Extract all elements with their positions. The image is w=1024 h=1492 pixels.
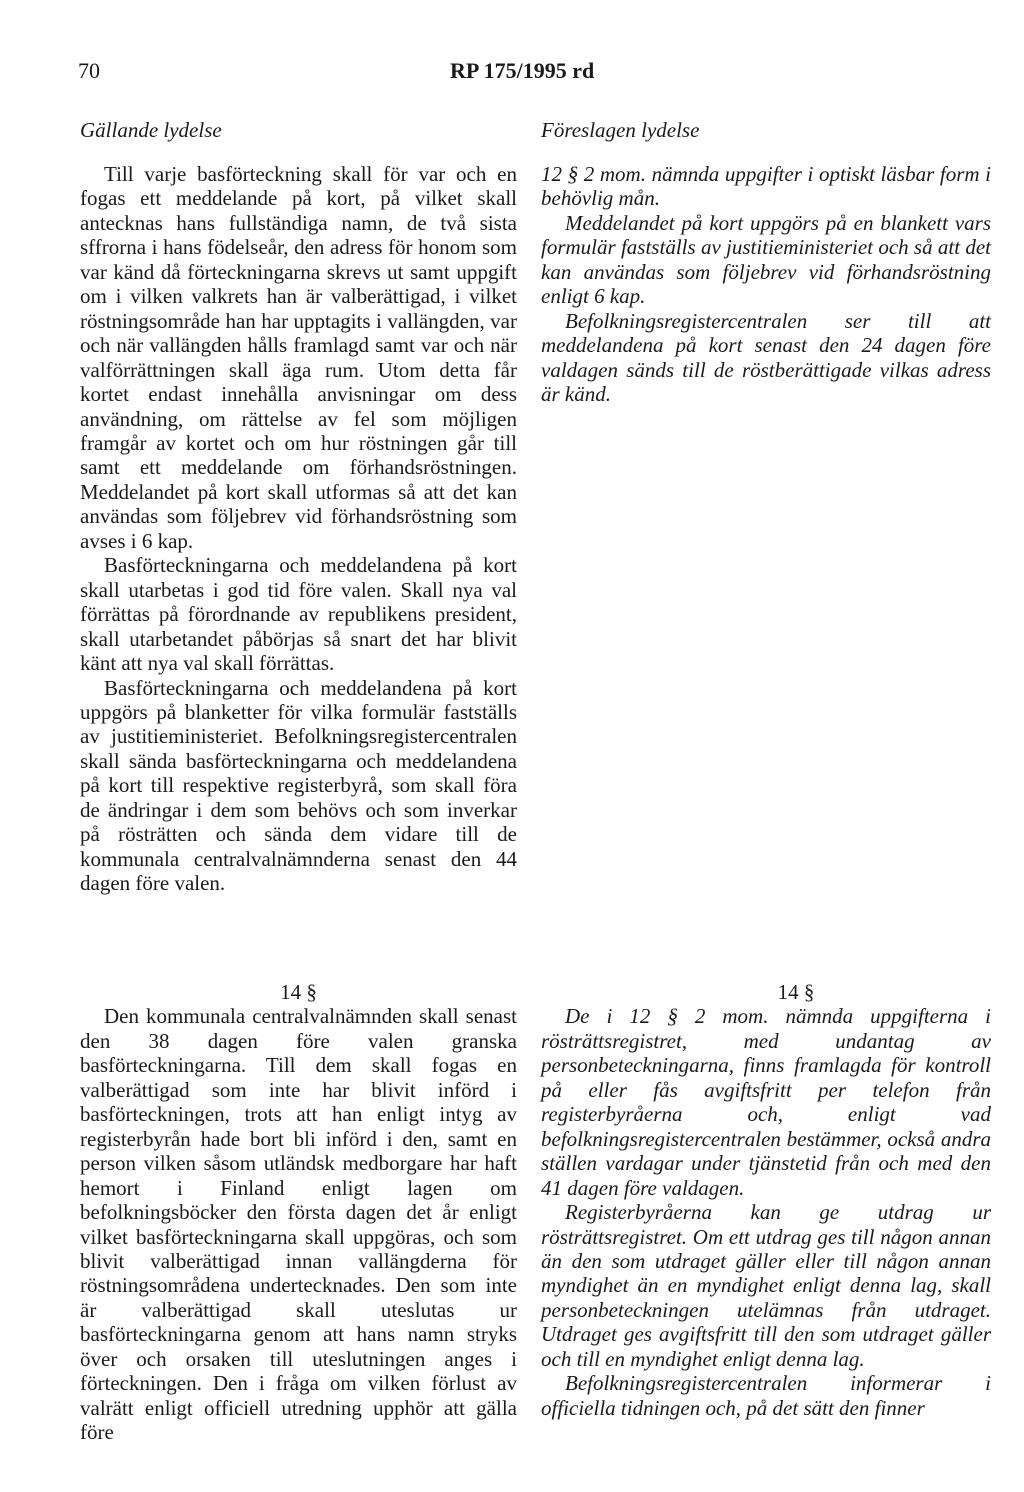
current-wording-heading: Gällande lydelse [80, 118, 222, 142]
proposed-paragraph-1: 12 § 2 mom. nämnda uppgifter i optiskt läsbar form i behövlig mån. [541, 162, 991, 211]
current-section-number: 14 § [280, 980, 317, 1004]
proposed-section-14 [541, 980, 991, 1420]
proposed-text-column [541, 162, 991, 407]
proposed-paragraph-3: Befolkningsregistercentralen ser till att meddelandena på kort senast den 24 dagen före valdagen sänds till de röstberättigade vilkas adress är känd. [541, 308, 991, 407]
proposed-paragraph-2: Meddelandet på kort uppgörs på en blankett vars formulär fastställs av justitieministeriet och så att det kan användas som följebrev vid förhandsröstning enligt 6 kap. [541, 210, 991, 309]
current-text-column [80, 162, 517, 896]
proposed-section-14-paragraph-3: Befolkningsregistercentralen informerar i officiella tidningen och, på det sätt den finner [541, 1371, 991, 1420]
proposed-section-14-paragraph-2: Registerbyråerna kan ge utdrag ur rösträttsregistret. Om ett utdrag ges till någon annan än den som utdraget gäller eller till någon annan myndighet än en myndighet enligt denna lag, skall personbeteckningen utelämnas från utdraget. Utdraget ges avgiftsfritt till den som utdraget gäller och till en myndighet enligt denna lag. [541, 1200, 991, 1371]
page-number: 70 [78, 58, 100, 83]
current-section-14 [80, 980, 517, 1445]
current-paragraph-3: Basförteckningarna och meddelandena på kort uppgörs på blanketter för vilka formulär fastställs av justitieministeriet. Befolkningsregistercentralen skall sända basförteckningarna och meddelandena på kort till respektive registerbyrå, som skall föra de ändringar i dem som behövs och som inverkar på rösträtten och sända dem vidare till de kommunala centralvalnämnderna senast den 44 dagen före valen. [80, 675, 517, 896]
current-paragraph-2: Basförteckningarna och meddelandena på kort skall utarbetas i god tid före valen. Skall nya val förrättas på förordnande av republikens president, skall utarbetandet påbörjas så snart det har blivit känt att nya val skall förrättas. [80, 553, 517, 676]
current-paragraph-1: Till varje basförteckning skall för var och en fogas ett meddelande på kort, på vilket skall antecknas hans fullständiga namn, de två sista sffrorna i hans födelseår, den adress för honom som var känd då förteckningarna skrevs ut samt uppgift om i vilken valkrets han är valberättigad, i vilket röstningsområde han har upptagits i vallängden, var och när vallängden hålls framlagd samt var och när valförrättningen skall äga rum. Utom detta får kortet endast innehålla anvisningar om dess användning, om rättelse av fel som möjligen framgår av kortet och om hur röstningen går till samt ett meddelande om förhandsröstningen. Meddelandet på kort skall utformas så att det kan användas som följebrev vid förhandsröstning som avses i 6 kap. [80, 162, 517, 553]
current-section-14-paragraph: Den kommunala centralvalnämnden skall senast den 38 dagen före valen granska basförteckningarna. Till dem skall fogas en valberättigad som inte har blivit införd i basförteckningen, trots att han enligt intyg av registerbyrån hade bort bli införd i den, samt en person vilken såsom utländsk medborgare har haft hemort i Finland enligt lagen om befolkningsböcker den första dagen det år enligt vilket basförteckningarna skall uppgöras, och som blivit valberättigad innan vallängderna för röstningsområdena undertecknades. Den som inte är valberättigad skall uteslutas ur basförteckningarna genom att hans namn stryks över och orsaken till uteslutningen anges i förteckningen. Den i fråga om vilken förlust av valrätt enligt officiell utredning upphör att gälla före [80, 1004, 517, 1445]
page-header: RP 175/1995 rd [450, 58, 595, 83]
proposed-wording-heading: Föreslagen lydelse [541, 118, 700, 142]
proposed-section-number: 14 § [777, 980, 815, 1004]
proposed-section-14-paragraph-1: De i 12 § 2 mom. nämnda uppgifterna i rösträttsregistret, med undantag av personbeteckningarna, finns framlagda för kontroll på eller fås avgiftsfritt per telefon från registerbyråerna och, enligt vad befolkningsregistercentralen bestämmer, också andra ställen vardagar under tjänstetid från och med den 41 dagen före valdagen. [541, 1004, 991, 1200]
